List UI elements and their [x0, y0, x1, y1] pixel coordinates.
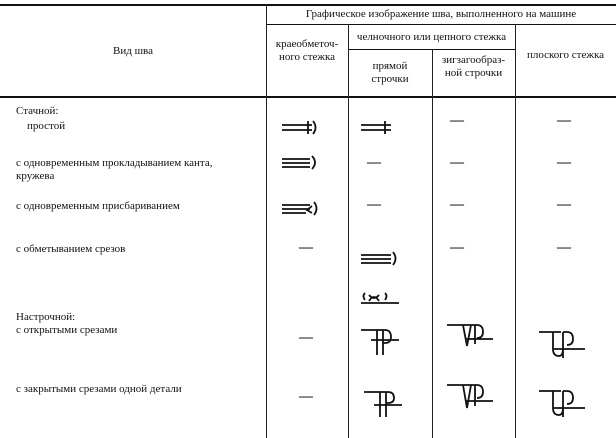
empty-cell-dash: —	[557, 155, 571, 170]
topstitch-closed-straight-symbol	[364, 387, 406, 419]
row-label: с обметыванием срезов	[16, 243, 126, 255]
header-straight: прямой строчки	[371, 60, 409, 85]
column-divider	[348, 24, 349, 438]
row-label: с открытыми срезами	[16, 324, 118, 336]
empty-cell-dash: —	[299, 330, 313, 345]
row-label: с одновременным прокладыванием канта,	[16, 157, 213, 169]
header-zigzag: зигзагообраз- ной строчки	[441, 54, 506, 79]
empty-cell-dash: —	[557, 113, 571, 128]
header-rule	[266, 24, 616, 25]
row-label: с закрытыми срезами одной детали	[16, 383, 182, 395]
overlock-piping-symbol	[282, 153, 322, 173]
header-flat: плоского стежка	[526, 49, 605, 61]
empty-cell-dash: —	[299, 389, 313, 404]
flap-stitch-symbol	[361, 291, 401, 307]
topstitch-open-straight-symbol	[361, 325, 403, 357]
empty-cell-dash: —	[367, 197, 381, 212]
header-graphic: Графическое изображение шва, выполненного на машине	[305, 8, 577, 20]
empty-cell-dash: —	[450, 197, 464, 212]
row-label: Стачной:	[16, 105, 59, 117]
topstitch-closed-zigzag-symbol	[447, 380, 495, 414]
header-bottom-rule	[0, 96, 616, 98]
table-top-rule	[0, 4, 616, 6]
column-divider	[432, 49, 433, 438]
overlock-gathering-symbol	[282, 199, 322, 219]
column-divider	[266, 4, 267, 438]
straight-overcast-symbol	[361, 249, 401, 269]
topstitch-open-flat-symbol	[539, 327, 587, 361]
row-label: с одновременным присбариванием	[16, 200, 180, 212]
column-divider	[515, 24, 516, 438]
topstitch-open-zigzag-symbol	[447, 320, 495, 354]
empty-cell-dash: —	[557, 197, 571, 212]
row-label: кружева	[16, 170, 55, 182]
overlock-seam-symbol	[282, 118, 322, 138]
empty-cell-dash: —	[299, 240, 313, 255]
empty-cell-dash: —	[450, 240, 464, 255]
straight-seam-symbol	[361, 118, 397, 138]
empty-cell-dash: —	[557, 240, 571, 255]
row-label: простой	[27, 120, 66, 132]
topstitch-closed-flat-symbol	[539, 386, 587, 420]
header-overlock: краеобметоч- ного стежка	[275, 38, 339, 63]
empty-cell-dash: —	[450, 155, 464, 170]
row-label: Настрочной:	[16, 311, 76, 323]
header-lockstitch: челночного или цепного стежка	[356, 31, 507, 43]
empty-cell-dash: —	[367, 155, 381, 170]
header-seam-type: Вид шва	[113, 45, 153, 57]
empty-cell-dash: —	[450, 113, 464, 128]
